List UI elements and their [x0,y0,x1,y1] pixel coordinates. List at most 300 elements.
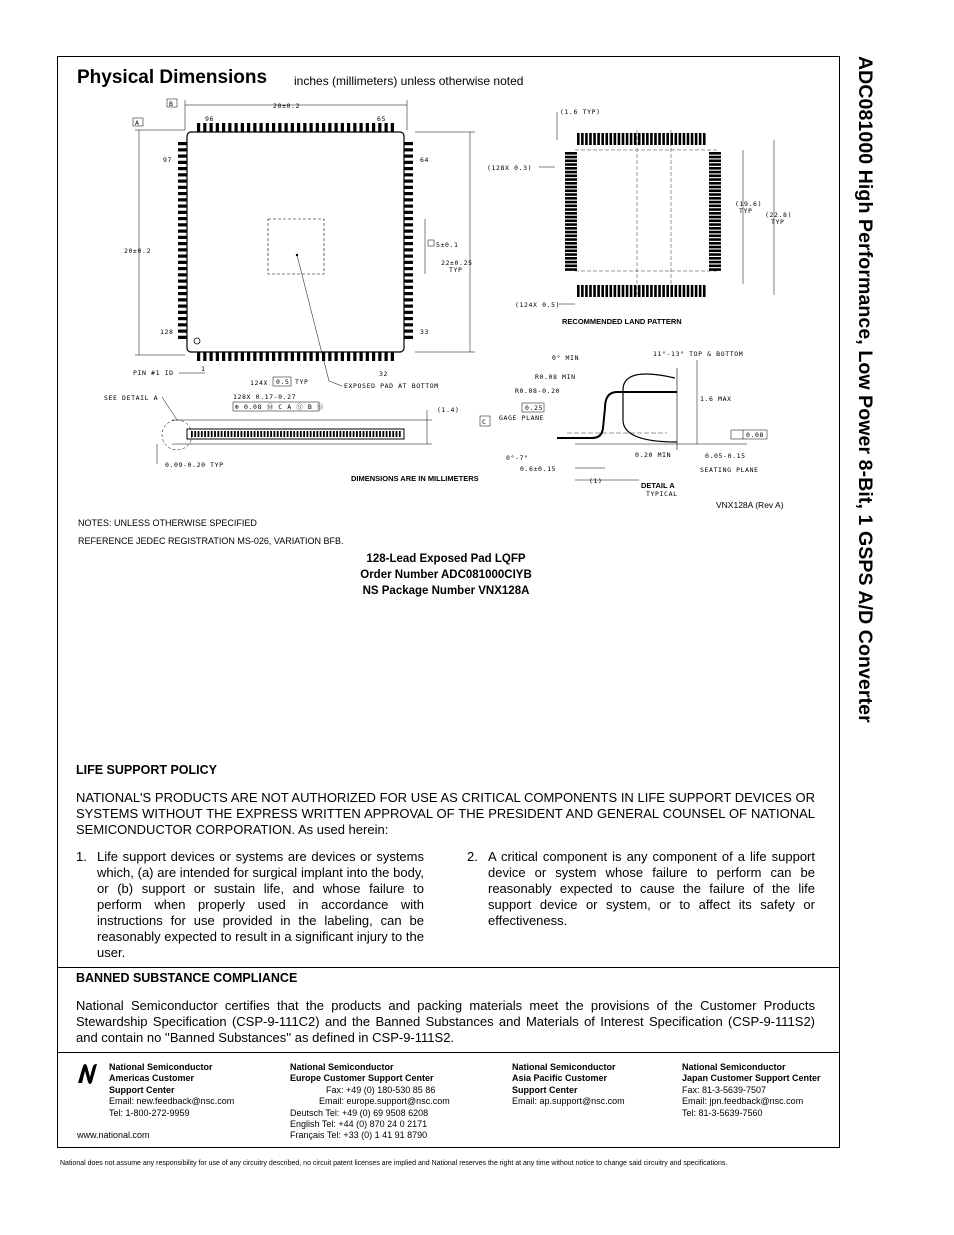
lead [307,431,309,437]
land-pad [585,133,588,145]
land-pattern-bottom [577,285,706,297]
detail-a-typical: TYPICAL [646,490,678,498]
lead [404,167,413,170]
lead [178,211,187,214]
land-pad [605,133,608,145]
dimensions-note: DIMENSIONS ARE IN MILLIMETERS [351,474,479,483]
lead [328,352,331,361]
lead [214,431,216,437]
lead [178,223,187,226]
land-228: (22.8) [765,211,793,219]
land-pad [654,285,657,297]
land-pad [565,193,577,196]
land-pad [679,285,682,297]
lead [203,352,206,361]
land-pad [565,167,577,170]
europe-fax: Fax: +49 (0) 180-530 85 86 [326,1084,436,1095]
europe-email[interactable]: Email: europe.support@nsc.com [319,1096,450,1107]
land-pad [565,190,577,193]
lead [264,431,266,437]
lead [178,280,187,283]
land-pad [565,242,577,245]
lead [293,431,295,437]
divider-banned [57,967,840,968]
footer-americas [109,1062,234,1119]
land-pad [565,257,577,260]
land-pad [709,178,721,181]
land-pad [709,216,721,219]
lead [404,236,413,239]
tolerance-frame: ⊕ 0.08 Ⓜ C A Ⓢ B Ⓢ [235,403,324,411]
lead [237,431,239,437]
lead [297,352,300,361]
lead [260,352,263,361]
japan-fax: Fax: 81-3-5639-7507 [682,1084,767,1095]
land-pad [565,171,577,174]
lead [328,123,331,132]
lead [404,242,413,245]
land-pad [577,285,580,297]
land-pad [565,182,577,185]
pin64-label: 64 [420,156,430,164]
land-pad [638,133,641,145]
lead [369,431,371,437]
lead [272,123,275,132]
land-pad [658,285,661,297]
lead [178,311,187,314]
lead [323,431,325,437]
land-pad [709,268,721,271]
land-pad [642,285,645,297]
land-pad [565,235,577,238]
lead [216,123,219,132]
lead [404,280,413,283]
land-pad [585,285,588,297]
land-pad [589,133,592,145]
lead [247,431,249,437]
land-pad [683,133,686,145]
land-pad [634,285,637,297]
japan-tel: Tel: 81-3-5639-7560 [682,1107,763,1118]
physical-dimensions-subtitle: inches (millimeters) unless otherwise noted [294,74,524,88]
japan-email[interactable]: Email: jpn.feedback@nsc.com [682,1096,804,1107]
website-link[interactable]: www.national.com [77,1130,150,1140]
land-pad [709,227,721,230]
lead [257,431,259,437]
lead [217,431,219,437]
lead [280,431,282,437]
lead [391,352,394,361]
land-pad [709,250,721,253]
lead [178,273,187,276]
land-pad [614,285,617,297]
lead [379,431,381,437]
item-1-text: Life support devices or systems are devices or systems which, (a) are intended for surgical implant into the body, or (b) support or sustain life, and whose failure to perform when properly used in accordance with instructions for use provided in the labeling, can be reasonably expected to result in a significant injury to the user. [97,849,424,960]
land-pad [565,201,577,204]
side-title-text: ADC081000 High Performance, Low Power 8-Bit, 1 GSPS A/D Converter [854,56,876,723]
lead [353,123,356,132]
land-pad [709,171,721,174]
detail-r008: R0.08 MIN [535,373,576,381]
lead [404,205,413,208]
land-pad [709,238,721,241]
land-pad [709,201,721,204]
lead [241,352,244,361]
land-pad [691,285,694,297]
lead [297,431,299,437]
land-pad [679,133,682,145]
datum-b: B [169,100,174,108]
lead [254,431,256,437]
lead [382,431,384,437]
lead [404,230,413,233]
land-pattern-title: RECOMMENDED LAND PATTERN [562,317,682,326]
lead [216,352,219,361]
lead [224,431,226,437]
lead [399,431,401,437]
lead [404,298,413,301]
lead [178,330,187,333]
lead [404,217,413,220]
detail-0-7: 0°-7° [506,454,529,462]
lead [178,305,187,308]
lead [178,155,187,158]
lead [386,431,388,437]
lead [385,352,388,361]
land-pad [666,133,669,145]
lead [366,123,369,132]
pins-side [191,431,401,437]
lead [247,352,250,361]
land-pad [593,133,596,145]
land-pad [565,186,577,189]
exposed-pad [268,219,324,274]
detail-a-title: DETAIL A [641,481,675,490]
package-body [187,132,404,352]
lead [266,123,269,132]
asia-email[interactable]: Email: ap.support@nsc.com [512,1096,625,1107]
land-pad [597,285,600,297]
lead [373,431,375,437]
lead [178,148,187,151]
europe-line-1: National Semiconductor [290,1062,394,1072]
lead [247,123,250,132]
lead [178,248,187,251]
land-pad [581,285,584,297]
lead [346,431,348,437]
lead [211,431,213,437]
land-pad [618,285,621,297]
lead [404,155,413,158]
land-pad [666,285,669,297]
land-pad [626,133,629,145]
lead [278,123,281,132]
land-124x: (124X 0.5) [515,301,561,309]
lead [253,123,256,132]
land-pad [675,285,678,297]
lead [272,352,275,361]
land-pad [703,133,706,145]
lead [244,431,246,437]
land-pad [565,197,577,200]
lead [404,173,413,176]
lead [404,330,413,333]
land-pad [634,133,637,145]
lead [178,336,187,339]
lead [360,123,363,132]
europe-tel-fr: Français Tel: +33 (0) 1 41 91 8790 [290,1130,428,1141]
lead [353,352,356,361]
land-pad [565,212,577,215]
footer-asia [512,1062,625,1108]
land-128x: (128X 0.3) [487,164,533,172]
lead [353,431,355,437]
dim-5: 5±0.1 [436,241,459,249]
package-name: 128-Lead Exposed Pad LQFP [366,553,526,565]
lead [330,431,332,437]
land-pad [630,285,633,297]
lead [227,431,229,437]
land-16-typ: (1.6 TYP) [560,108,601,116]
side-title [848,56,878,856]
revision-label: VNX128A (Rev A) [716,500,784,510]
lead [178,142,187,145]
life-support-intro: NATIONAL'S PRODUCTS ARE NOT AUTHORIZED FOR USE AS CRITICAL COMPONENTS IN LIFE SUPPORT DEVICES OR SYSTEMS WITHOUT THE EXPRESS WRITTEN APPROVAL OF THE PRESIDENT AND GENERAL COUNSEL OF NATIONAL SEMICONDUCTOR CORPORATION. As used herein: [76,790,815,837]
land-pad [597,133,600,145]
land-pad [618,133,621,145]
land-pad [626,285,629,297]
land-pad [695,285,698,297]
land-pad [709,265,721,268]
lead [178,186,187,189]
lead [404,305,413,308]
detail-1: (1) [589,477,603,485]
lead [260,431,262,437]
lead [270,431,272,437]
lead [178,317,187,320]
lead [197,123,200,132]
land-pad [709,246,721,249]
land-pad [687,285,690,297]
lead [360,352,363,361]
lead [404,292,413,295]
lead [253,352,256,361]
land-pad [565,205,577,208]
ns-package-number: NS Package Number VNX128A [362,585,530,597]
lead [392,431,394,437]
lead [204,431,206,437]
land-pad [565,261,577,264]
land-pad [601,285,604,297]
lead [235,123,238,132]
pins-right [404,142,413,339]
national-logo [75,1061,101,1087]
lead [333,431,335,437]
lead [194,431,196,437]
lead [241,123,244,132]
land-pad [622,285,625,297]
lead [291,352,294,361]
pins-bottom [197,352,394,361]
land-pad [699,133,702,145]
land-pad [565,250,577,253]
lead [277,431,279,437]
land-pad [709,197,721,200]
notes-line-1: NOTES: UNLESS OTHERWISE SPECIFIED [78,518,257,528]
pin1-id-label: PIN #1 ID [133,369,174,377]
item-1-number: 1. [76,849,87,864]
lead [336,431,338,437]
land-pad [642,133,645,145]
pins-top [197,123,394,132]
footer-japan [682,1062,821,1119]
lead [178,173,187,176]
land-pattern-top [577,133,706,145]
land-pad [565,175,577,178]
lead [341,352,344,361]
land-pad [610,133,613,145]
lead [285,123,288,132]
land-pad [565,163,577,166]
pins-left [178,142,187,339]
lead [228,123,231,132]
land-pad [709,163,721,166]
lead [366,431,368,437]
lead [300,431,302,437]
land-pad [601,133,604,145]
land-pad [699,285,702,297]
lead [404,267,413,270]
lead [178,161,187,164]
lead [404,323,413,326]
detail-025: 0.25 [525,404,544,412]
dim-05: 0.5 [276,378,290,386]
land-pad [614,133,617,145]
lead [316,352,319,361]
lead [222,123,225,132]
land-pad [622,133,625,145]
lead [178,236,187,239]
land-pad [565,178,577,181]
lead [404,261,413,264]
land-pad [709,212,721,215]
land-pad [709,257,721,260]
lead [404,186,413,189]
lead [191,431,193,437]
lead [404,223,413,226]
lead [203,123,206,132]
land-pad [709,193,721,196]
land-pad [709,190,721,193]
land-pad [630,133,633,145]
exposed-pad-label: EXPOSED PAD AT BOTTOM [344,382,439,390]
lead [372,352,375,361]
dim-20-left: 20±0.2 [124,247,152,255]
detail-06: 0.6±0.15 [520,465,557,473]
item-2-number: 2. [467,849,478,864]
land-pad [709,186,721,189]
pin65-label: 65 [377,115,387,123]
land-pad [565,216,577,219]
lead [404,311,413,314]
lead [404,192,413,195]
detail-0min: 0° MIN [552,354,580,362]
order-number: Order Number ADC081000CIYB [360,569,532,581]
banned-heading: BANNED SUBSTANCE COMPLIANCE [76,971,298,985]
lead [197,352,200,361]
lead [363,431,365,437]
lead [178,261,187,264]
land-pattern-right [709,152,721,271]
land-pad [709,261,721,264]
lead [396,431,398,437]
lead [316,431,318,437]
land-pad [565,208,577,211]
lead [404,161,413,164]
land-pad [565,231,577,234]
life-support-heading: LIFE SUPPORT POLICY [76,763,217,777]
lead [359,431,361,437]
lead [178,167,187,170]
divider-footer [57,1052,840,1053]
lead [366,352,369,361]
lead [391,123,394,132]
disclaimer: National does not assume any responsibility for use of any circuitry described, no circuit patent licenses are implied and National reserves the right at any time without notice to change said circuitry and specifications. [60,1160,728,1167]
pin1-label: 1 [201,365,206,373]
land-pad [638,285,641,297]
lead [320,431,322,437]
land-pad [709,156,721,159]
land-pad [565,238,577,241]
asia-line-3: Support Center [512,1084,578,1095]
lead [287,431,289,437]
detail-020min: 0.20 MIN [635,451,672,459]
lead [404,286,413,289]
datum-a: A [135,119,140,127]
americas-tel: Tel: 1-800-272-9959 [109,1107,190,1118]
lead [241,431,243,437]
land-pad [709,220,721,223]
lead [178,323,187,326]
lead [178,298,187,301]
lead [404,198,413,201]
land-pad [691,133,694,145]
lead [389,431,391,437]
land-pad [709,223,721,226]
land-pad [709,205,721,208]
lead [178,198,187,201]
americas-email[interactable]: Email: new.feedback@nsc.com [109,1096,235,1107]
dim-009: 0.09-0.20 TYP [165,461,224,469]
dim-20-top: 20±0.2 [273,102,301,110]
lead [404,248,413,251]
lead [266,352,269,361]
lead [385,123,388,132]
land-pad [565,152,577,155]
lead [250,431,252,437]
detail-seating: SEATING PLANE [700,466,759,474]
lead [335,352,338,361]
land-pad [565,223,577,226]
lead [178,242,187,245]
lead [356,431,358,437]
land-pad [658,133,661,145]
lead [349,431,351,437]
lead [303,431,305,437]
lead [313,431,315,437]
land-pad [589,285,592,297]
dim-14: (1.4) [437,406,460,414]
